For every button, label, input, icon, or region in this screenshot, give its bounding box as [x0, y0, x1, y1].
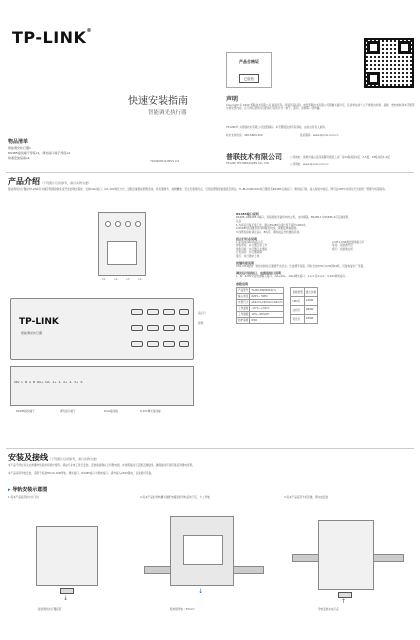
led-title: 指示灯状态说明 [236, 237, 258, 242]
up-button[interactable] [147, 309, 159, 315]
indicator-label: 指示灯 [198, 312, 206, 315]
service-line-2: 售后服务：www.tp-link.com.cn [300, 134, 339, 137]
terminal-label: 3- [80, 380, 84, 384]
arrow-up-icon: ↑ [341, 598, 347, 605]
led-line: 绿色常亮：执行器正常工作 [236, 244, 268, 248]
packing-item: RS485接线端子母座x1，调光接口端子母座x4 [8, 151, 71, 155]
packing-title: 物品清单 [8, 139, 29, 145]
table-row: 外形尺寸 162mm×90mm×64mm [238, 300, 283, 305]
load-table [290, 287, 318, 324]
terminal-label: 24V [14, 380, 20, 384]
spec-title: 参数说明 [236, 281, 249, 286]
fold-note: 7100203514 REV1.0.0 [150, 160, 180, 163]
terminal-strip [10, 366, 194, 406]
table-row: 工作湿度 10%~90%RH [237, 311, 284, 317]
table-row: 白炽灯 480W [291, 305, 318, 314]
spec-table [236, 287, 284, 324]
led-line: 熄灭：执行器未上电 [236, 254, 260, 258]
ch-button[interactable] [163, 325, 175, 331]
service-line-1: 技术支持热线：400-8863-400 [226, 134, 263, 137]
notice-title: 声明 [226, 96, 239, 103]
install-step-2 [140, 496, 268, 616]
terminal-label: DA- [45, 380, 51, 384]
ch-line: 熄灭：该通道关闭 [332, 247, 353, 251]
up-button[interactable] [163, 309, 175, 315]
guide-title: 快速安装指南 [128, 96, 188, 107]
device-front-view [10, 298, 194, 360]
terminal-label: 2- [69, 380, 73, 384]
down-button[interactable] [179, 341, 189, 347]
table-row: 防护等级 IP20 [237, 317, 284, 323]
device-top-view [98, 212, 146, 276]
dali-terminal-label: DALI接线端 [104, 410, 118, 413]
power-title: 调光信号接线口、电源接线口说明 [236, 271, 282, 276]
divider [6, 448, 414, 449]
ch-button[interactable] [147, 325, 159, 331]
intro-section-title: 产品介绍（下列图片仅供参考，请以实物为准） [8, 177, 92, 186]
table-row: 产品型号 TL-BU-DSM2010(7) [237, 287, 284, 293]
trademark-note: TP-LINK® 为普联技术有限公司注册商标。本手册提及的所有商标，由各自所有人拥有。 [226, 126, 328, 129]
company-website: 公司网址：www.tp-link.com.cn [290, 163, 329, 166]
terminal-label: A [29, 380, 32, 384]
step-text: 3.将本产品底部卡扣回推，即完成安装 [284, 496, 328, 499]
terminal-labels [14, 380, 83, 384]
rs485-terminal-label: RS485接线端子 [16, 410, 35, 413]
device-name: 智能调光执行器 [21, 331, 43, 335]
nav-title: ▸ 导轨安装示意图 [8, 487, 48, 493]
arrow-down-icon: ↓ [198, 588, 204, 595]
port-label: L4 [138, 278, 142, 281]
notice-body: Copyright © 2020 普联技术有限公司 版权所有。保留所有权利。未经普联技术有限公司明确书面许可，任何单位或个人不得擅自仿制、复制、誊抄或转译本手册部分或全部内容，且不得以营利为目的进行任何方式（电子、影印、录制等）的传播。 [226, 104, 415, 111]
qc-stamp: 已检验 [239, 74, 259, 83]
company-name: 普联技术有限公司 [226, 153, 282, 161]
port-labels [98, 278, 146, 281]
terminal-label: DA+ [36, 380, 44, 384]
led-line: 绿色闪烁：执行器正在通信 [236, 247, 268, 251]
led-label: 1.系统(System)指示灯 [236, 241, 264, 245]
rs485-body: RS485-1/RS485-2端口，连接智能设备和中控主机，支持级联。RS485-1与RS485-2可互换使用。 [236, 216, 351, 219]
up-button[interactable] [131, 309, 143, 315]
ch-button[interactable] [131, 325, 143, 331]
terminal-label: 1- [58, 380, 62, 384]
table-row: 输入电压 220V~ 50Hz [237, 293, 284, 299]
company-name-en: TP-LINK TECHNOLOGIES CO., LTD. [226, 162, 270, 165]
guide-subtitle: 智能调光执行器 [148, 110, 187, 116]
intro-body: 智能调光执行器是TP-LINK针对楼宇照明控制系统开发的调光模块，支持DALI接口、0/1-10V调光方式，适配全屋智能照明需求。具有通道多、控制精准、安全可靠等特点，可连接普联智能面板及网关，TL-BU-DSM2010执行器设有RS485总线接口、调光接口等，接入智能中控后，即可在APP中实现对灯光的统一管理与场景联动。 [8, 188, 388, 191]
notes-title: 注意： [236, 220, 244, 224]
power-body: L、N：220V交流电源输入接口；DA+/DA-：DALI调光接口；1+/1-至4+/4-：0-10V调光接口。 [236, 275, 348, 279]
terminal-label: 1+ [52, 380, 57, 384]
ch-line: 常亮：该通道开启 [332, 244, 353, 248]
step-caption: 导轨安装完成示意 [318, 608, 339, 611]
note-item: 2.RS485总线推荐使用屏蔽双绞线，屏蔽层单端接地。 [236, 227, 299, 231]
button-label: 按键 [198, 322, 204, 325]
down-button[interactable] [163, 341, 175, 347]
terminal-label: B [33, 380, 35, 384]
install-section-title: 安装及接线（下列图片仅供参考，请以实物为准） [8, 453, 100, 462]
step-text: 1.将本产品底部的卡扣下拉 [8, 496, 40, 499]
terminal-label: 2+ [63, 380, 68, 384]
device-logo: TP-LINK [19, 317, 59, 327]
qc-title: 产品合格证 [239, 59, 259, 64]
step-caption: 配电箱导轨（35mm） [170, 608, 197, 611]
quality-certificate [226, 52, 272, 88]
table-row: 负载类型 最大负载 [291, 287, 318, 296]
note-item: 3.线缆连接时请注意A、B线序，避免接反导致通信异常。 [236, 230, 302, 234]
qr-code-icon [364, 38, 414, 88]
tp-link-logo: TP-LINK® [12, 28, 92, 47]
install-body-2: 本产品采用导轨安装，适用于标准35mm DIN导轨。调光接口、RS485接口为弱电接口，请勿接入220V强电，以免损坏设备。 [8, 472, 154, 475]
install-step-3 [284, 496, 412, 616]
key-title: 按键功能说明 [236, 261, 255, 266]
arrow-down-icon: ↓ [63, 595, 69, 602]
divider [6, 172, 414, 173]
led-label: 2.CH1-CH4调光通道指示灯 [332, 241, 365, 245]
port-label: L2 [114, 278, 118, 281]
port-label: L3 [126, 278, 130, 281]
terminal-label: L [21, 380, 24, 384]
rs485-title: RS485端口说明 [236, 212, 259, 216]
packing-item: 快速安装指南x1 [8, 156, 30, 160]
install-body: 本产品不得在有火灾或爆炸危险的环境中使用，请由专业电工进行安装。安装前请确认已切断电源，并按照接线示意图正确接线，确保接线牢固可靠后再通电使用。 [8, 464, 195, 467]
note-item: 1.为保证设备正常工作，建议RS485总线长度不超过1000米。 [236, 223, 308, 227]
table-row: 荧光灯 240W [291, 314, 318, 323]
install-step-1 [8, 496, 136, 616]
led-line: 红色常亮：执行器故障 [236, 251, 262, 255]
up-button[interactable] [179, 309, 189, 315]
key-body: CH1-CH4按键：短按切换对应通道开关状态；长按调节亮度。同时长按CH1与CH2键10秒，设备恢复出厂设置。 [236, 265, 366, 269]
step-caption: 智能调光执行器底部 [38, 608, 62, 611]
ch-button[interactable] [179, 325, 189, 331]
v010-terminal-label: 0-10V调光接线端 [140, 410, 161, 413]
right-column [236, 212, 412, 324]
dim-terminal-label: 调光接口端子 [60, 410, 76, 413]
terminal-label: 3+ [74, 380, 79, 384]
packing-item: 智能调光执行器1 [8, 146, 31, 150]
terminal-label: N [25, 380, 28, 384]
step-text: 2.将本产品的导轨槽对准配电箱里的导轨后向下压，卡上导轨 [140, 496, 210, 499]
down-button[interactable] [131, 341, 143, 347]
table-row: LED灯 240W [291, 296, 318, 305]
table-row: 工作温度 -10°C~+50°C [237, 305, 284, 311]
company-address: 公司地址：深圳市南山区深南路科技园工业厂房24栋南段1层、3-5层、28栋北段1-4层 [290, 156, 390, 159]
down-button[interactable] [147, 341, 159, 347]
port-label: L1 [102, 278, 106, 281]
